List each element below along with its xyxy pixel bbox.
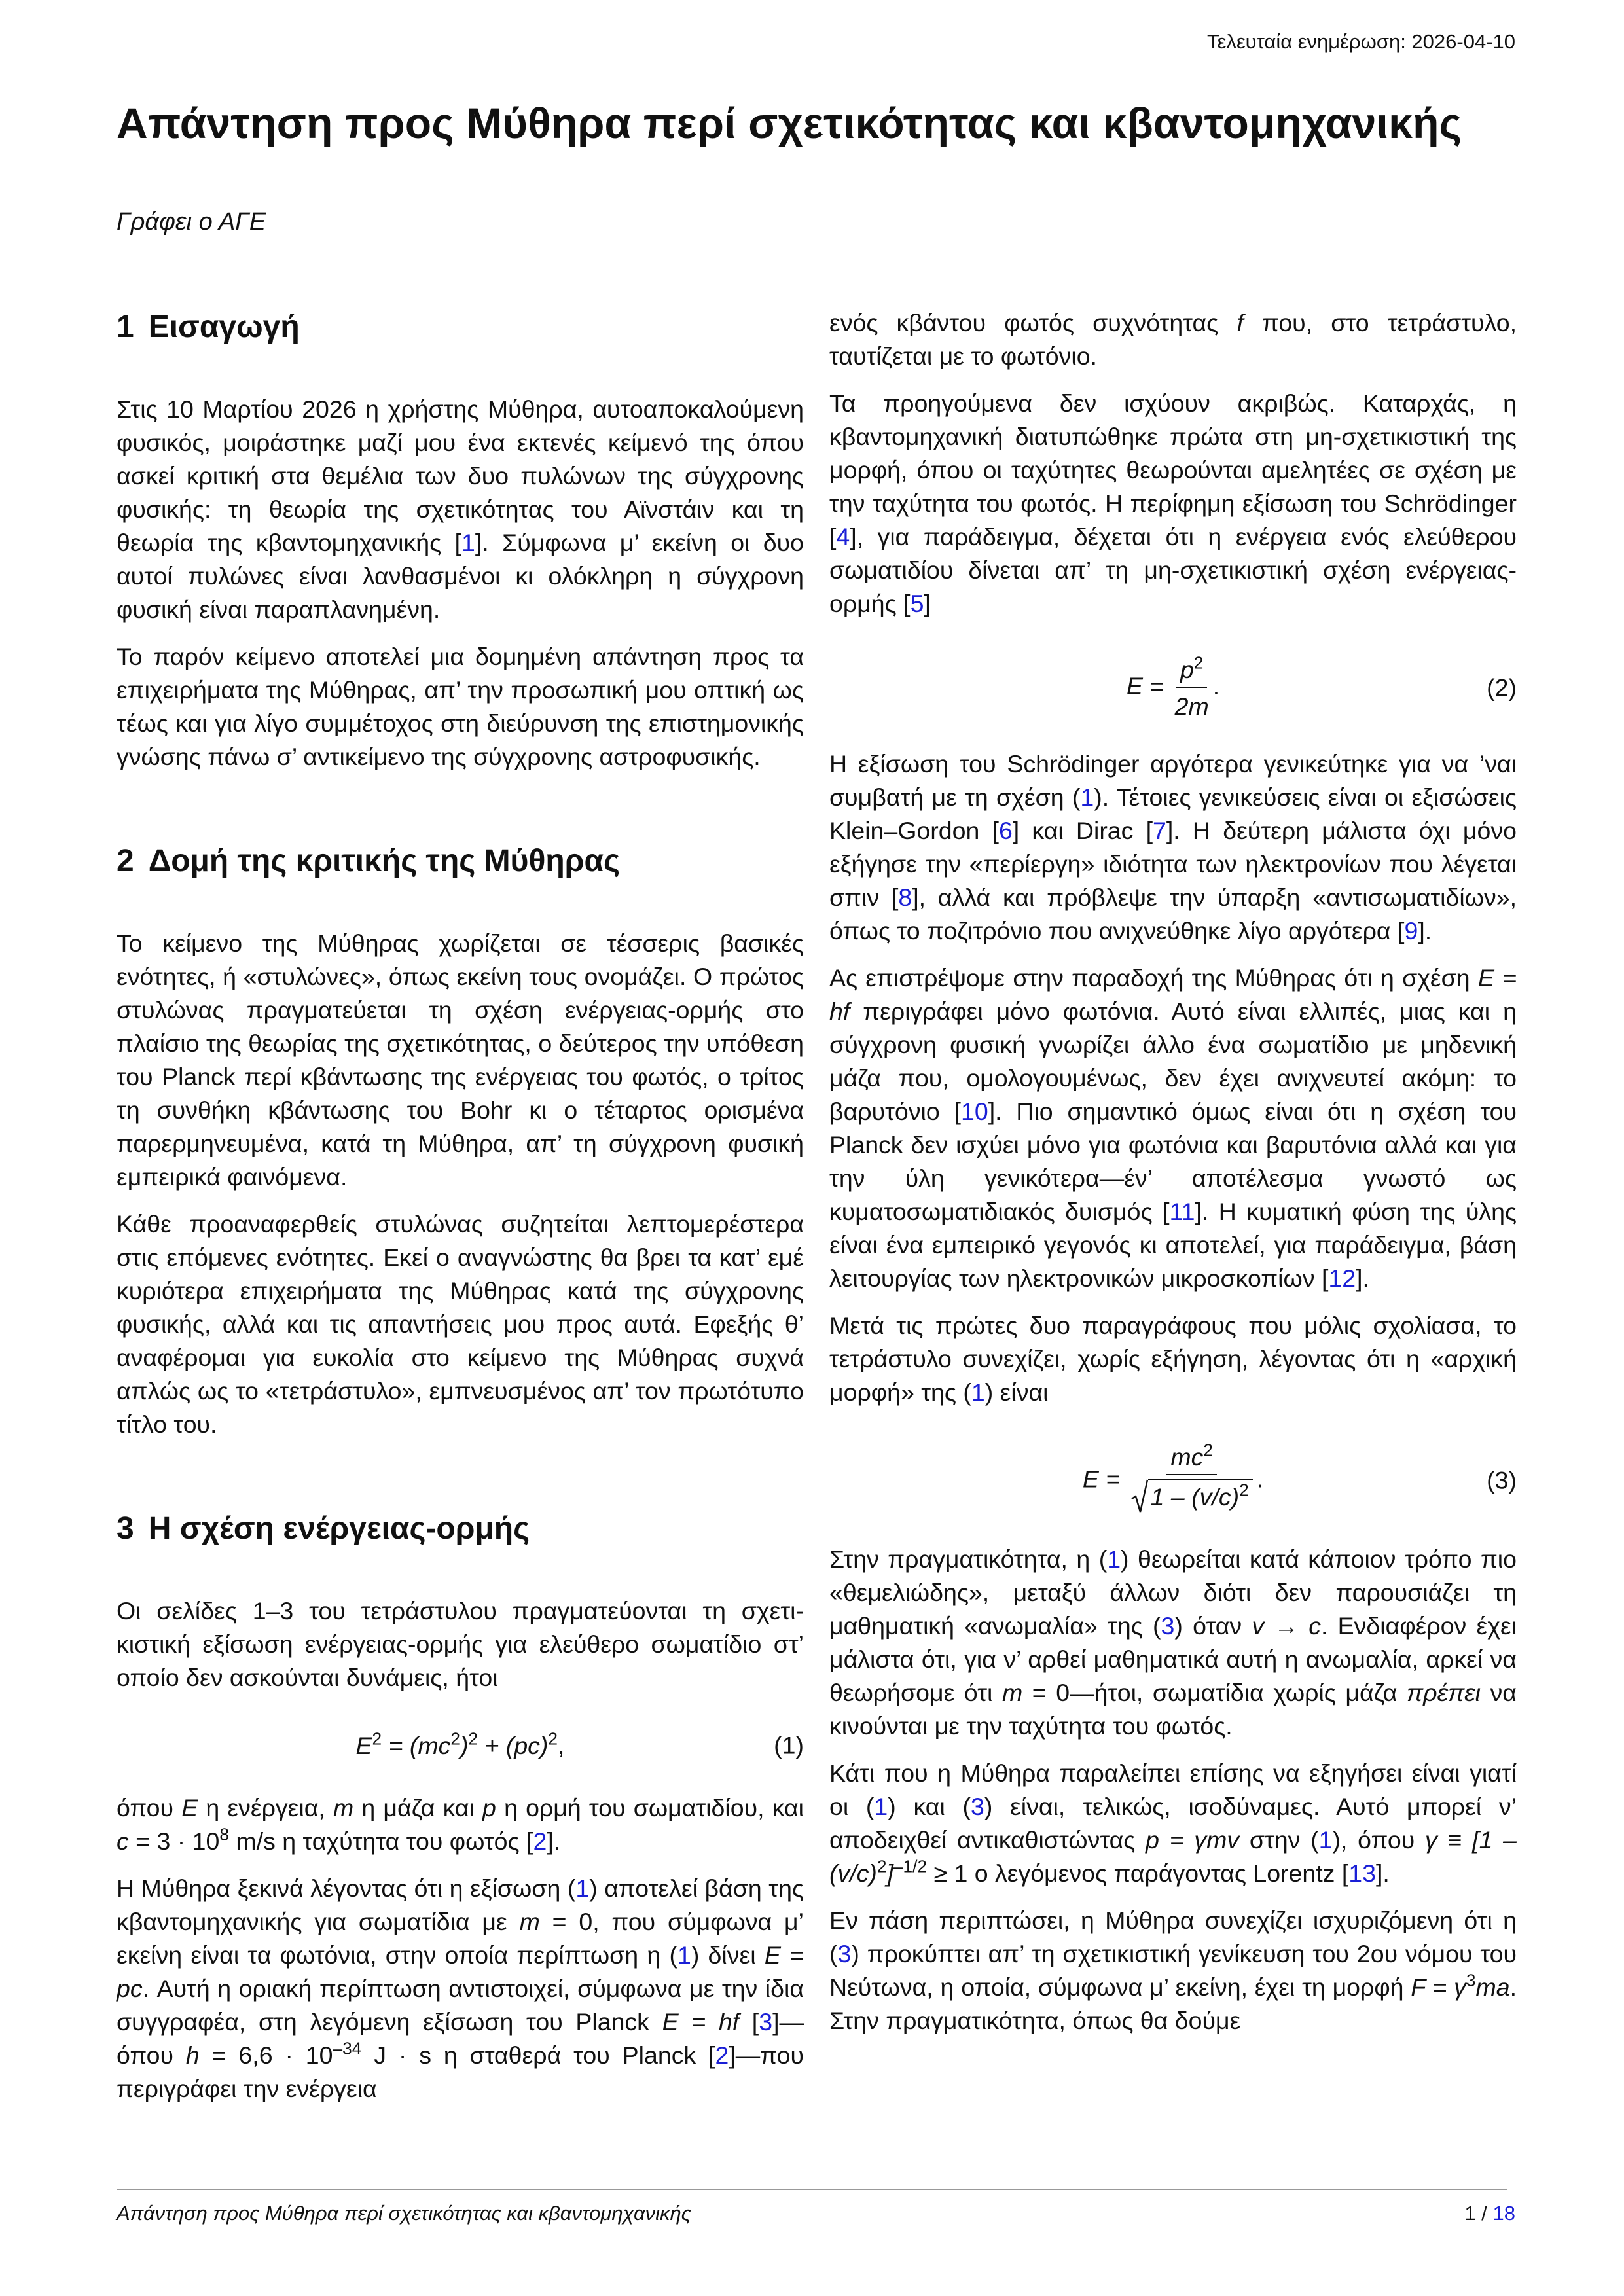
paragraph: ενός κβάντου φωτός συχνότητας f που, στο τετράστυλο, ταυτίζεται με το φωτόνιο. — [829, 309, 1517, 370]
citation-link[interactable]: 2 — [715, 2041, 729, 2069]
paragraph: όπου E η ενέργεια, m η μάζα και p η ορμή του σωματιδίου, και $c = 3 \cdot 10^8$ m/s η ταχύτητα του φωτός [2]. — [117, 1794, 804, 1855]
paragraph: Η Μύθηρα ξεκινά λέγοντας ότι η εξίσωση (1) αποτελεί βάση της κβαντομηχανικής για σωματίδια με m = 0, που σύμφωνα μ’ εκείνη είναι τα φωτόνια, στην οποία περίπτωση η (1) δίνει E = pc. Αυτή η οριακή περίπτωση αντιστοιχεί, σύμφωνα με την ίδια συγγραφέα, στη λεγόμενη εξίσωση του Planck E = hf [3]—όπου $h = 6,6 \cdot 10^{-34}$ J · s η σταθερά του Planck [2]—που περιγράφει την ενέργεια — [117, 1874, 804, 2102]
equation-2 — [829, 645, 1517, 730]
equation-link[interactable]: 1 — [1080, 783, 1094, 811]
paragraph: Εν πάση περιπτώσει, η Μύθηρα συνεχίζει ισχυριζόμενη ότι η (3) προκύπτει απ’ τη σχετικιστική γενίκευση του 2ου νόμου του Νεύτωνα, η οποία, σύμφωνα μ’ εκείνη, έχει τη μορφή $F = \gamma^3ma$. Στην πραγματικότητα, όπως θα δούμε — [829, 1907, 1517, 2034]
section-number: 3 — [117, 1511, 134, 1546]
paragraph: Κάτι που η Μύθηρα παραλείπει επίσης να εξηγήσει είναι γιατί οι (1) και (3) είναι, τελικώς, ισοδύναμες. Αυτό μπορεί ν’ αποδειχθεί αντικαθιστώντας p = γmv στην (1), όπου $\gamma \equiv [1 - (v/c)^2]^{-1/2} \ge 1$ ο λεγόμενος παράγοντας Lorentz [13]. — [829, 1759, 1517, 1887]
citation-link[interactable]: 3 — [759, 2008, 773, 2036]
equation-number: (2) — [1487, 673, 1517, 702]
section-number: 1 — [117, 310, 134, 344]
citation-link[interactable]: 2 — [533, 1827, 547, 1855]
equation-link[interactable]: 3 — [837, 1940, 852, 1967]
equation-number: (3) — [1487, 1466, 1517, 1494]
fraction: $\frac{mc^2}{1 - (v/c)^2}$ — [1131, 1443, 1253, 1519]
paragraph: Το παρόν κείμενο αποτελεί μια δομημένη απάντηση προς τα επιχειρήματα της Μύθηρας, απ’ την προσωπική μου οπτική ως τέως και για λίγο συμμέτοχος στη διεύρυνση της επιστημονικής γνώσης πάνω σ’ αντικείμενο της σύγχρονης αστροφυσικής. — [117, 643, 804, 770]
section-number: 2 — [117, 844, 134, 878]
paragraph: Το κείμενο της Μύθηρας χωρίζεται σε τέσσερις βασικές ενότητες, ή «στυλώνες», όπως εκείνη τους ονομάζει. Ο πρώτος στυλώνας πραγματεύεται τη σχέση ενέργειας-ορμής στο πλαίσιο της θεωρίας της σχετικότητας, ο δεύτερος την υπόθεση του Planck περί κβάντωσης της ενέργειας του φωτός, ο τρίτος τη συνθήκη κβάντωσης του Bohr κι ο τέταρτος ορισμένα παρερμηνευμένα, κατά τη Μύθηρα, απ’ τη σύγχρονη φυσική εμπειρικά φαινόμενα. — [117, 929, 804, 1191]
citation-link[interactable]: 7 — [1153, 817, 1166, 844]
paragraph: Στις 10 Μαρτίου 2026 η χρήστης Μύθηρα, αυτοαποκαλούμενη φυσικός, μοιράστηκε μαζί μου ένα εκτενές κείμενό της όπου ασκεί κριτική στα θεμέλια των δυο πυλώνων της σύγχρονης φυσικής: τη θεωρία της σχετικότητας του Αϊνστάιν και τη θεωρία της κβαντομηχανικής [1]. Σύμφωνα μ’ εκείνη οι δυο αυτοί πυλώνες είναι λανθασμένοι κι ολόκληρη η σύγχρονη φυσική είναι παραπλανημένη. — [117, 395, 804, 623]
equation-1 — [117, 1722, 804, 1769]
author-line: Γράφει ο ΑΓΕ — [117, 208, 266, 236]
citation-link[interactable]: 4 — [836, 523, 850, 550]
citation-link[interactable]: 11 — [1169, 1198, 1195, 1225]
last-updated: Τελευταία ενημέρωση: 2026-04-10 — [1206, 30, 1515, 53]
equation-body: E = $\frac{mc^2}{1 - (v/c)^2}$ . — [1083, 1443, 1263, 1519]
paragraph: Τα προηγούμενα δεν ισχύουν ακριβώς. Καταρχάς, η κβαντομηχανική διατυπώθηκε πρώτα στη μη-σχετικιστική της μορφή, όπου οι ταχύτητες θεωρούνται αμελητέες σε σχέση με την ταχύτητα του φωτός. Η περίφημη εξίσωση του Schrödinger [4], για παράδειγμα, δέχεται ότι η ενέργεια ενός ελεύθερου σωματιδίου δίνεται απ’ τη μη-σχετικιστική σχέση ενέργειας-ορμής [5] — [829, 389, 1517, 617]
citation-link[interactable]: 9 — [1404, 917, 1418, 944]
citation-link[interactable]: 5 — [910, 590, 924, 617]
paragraph: Η εξίσωση του Schrödinger αργότερα γενικεύτηκε για να ’ναι συμβατή με τη σχέση (1). Τέτοιες γενικεύσεις είναι οι εξισώσεις Klein–Gordon [6] και Dirac [7]. Η δεύτερη μάλιστα όχι μόνο εξήγησε την «περίεργη» ιδιότητα των ηλεκτρονίων που λέγεται σπιν [8], αλλά και πρόβλεψε την ύπαρξη «αντισωματιδίων», όπως το ποζιτρόνιο που ανιχνεύθηκε λίγο αργότερα [9]. — [829, 750, 1517, 944]
section-title: Δομή της κριτικής της Μύθηρας — [148, 844, 620, 878]
paragraph: Κάθε προαναφερθείς στυλώνας συζητείται λεπτομερέστερα στις επόμενες ενότητες. Εκεί ο αναγνώστης θα βρει τα κατ’ εμέ κυριότερα επιχειρήματα της Μύθηρας κατά της σύγχρονης φυσικής, αλλά και τις απαντήσεις μου προς αυτά. Εφεξής θ’ αναφέρομαι για ευκολία στο κείμενο της Μύθηρας συχνά απλώς ως το «τετράστυλο», εμπνευσμένος απ’ τον πρωτότυπο τίτλο του. — [117, 1210, 804, 1438]
equation-link[interactable]: 1 — [1318, 1826, 1333, 1854]
citation-link[interactable]: 12 — [1328, 1265, 1356, 1292]
footer-divider — [117, 2189, 1507, 2190]
equation-link[interactable]: 1 — [971, 1378, 985, 1406]
equation-link[interactable]: 1 — [874, 1793, 888, 1820]
citation-link[interactable]: 10 — [960, 1098, 988, 1125]
paragraph: Στην πραγματικότητα, η (1) θεωρείται κατά κάποιον τρόπο πιο «θεμελιώδης», μεταξύ άλλων διότι δεν παρουσιάζει τη μαθηματική «ανωμαλία» της (3) όταν v → c. Ενδιαφέρον έχει μάλιστα ότι, για ν’ αρθεί μαθηματικά αυτή η ανωμαλία, αρκεί να θεωρήσομε ότι m = 0—ήτοι, σωματίδια χωρίς μάζα πρέπει να κινούνται με την ταχύτητα του φωτός. — [829, 1545, 1517, 1740]
page-total-link[interactable]: 18 — [1492, 2202, 1515, 2225]
section-heading-introduction — [117, 308, 804, 347]
equation-3 — [829, 1431, 1517, 1530]
equation-link[interactable]: 1 — [677, 1941, 691, 1969]
section-heading-critique-structure — [117, 842, 804, 881]
citation-link[interactable]: 1 — [461, 529, 475, 556]
paragraph: Οι σελίδες 1–3 του τετράστυλου πραγματεύονται τη σχετικιστική εξίσωση ενέργειας-ορμής για ελεύθερο σωματίδιο στ’ οποίο δεν ασκούνται δυνάμεις, ήτοι — [117, 1597, 804, 1691]
paragraph: Μετά τις πρώτες δυο παραγράφους που μόλις σχολίασα, το τετράστυλο συνεχίζει, χωρίς εξήγηση, λέγοντας ότι η «αρχική μορφή» της (1) είναι — [829, 1312, 1517, 1406]
footer-title: Απάντηση προς Μύθηρα περί σχετικότητας και κβαντομηχανικής — [117, 2202, 691, 2225]
left-column — [117, 295, 804, 2119]
citation-link[interactable]: 6 — [998, 817, 1013, 844]
equation-number: (1) — [774, 1731, 804, 1759]
page-number: 1 / 18 — [1464, 2202, 1515, 2225]
equation-body: E = $\frac{p^2}{2m}$ . — [1126, 653, 1220, 720]
fraction: $\frac{p^2}{2m}$ — [1174, 653, 1209, 720]
right-column — [829, 306, 1517, 2051]
square-root: $1 - (v/c)^2$ — [1131, 1479, 1253, 1513]
section-title: Εισαγωγή — [148, 310, 300, 344]
section-title: Η σχέση ενέργειας-ορμής — [148, 1511, 530, 1546]
citation-link[interactable]: 13 — [1348, 1859, 1376, 1887]
equation-link[interactable]: 1 — [575, 1874, 590, 1902]
paragraph: Ας επιστρέψομε στην παραδοχή της Μύθηρας ότι η σχέση E = hf περιγράφει μόνο φωτόνια. Αυτό είναι ελλιπές, μιας και η σύγχρονη φυσική γνωρίζει άλλο ένα σωματίδιο με μηδενική μάζα που, ομολογουμένως, δεν έχει ανιχνευτεί ακόμη: το βαρυτόνιο [10]. Πιο σημαντικό όμως είναι ότι η σχέση του Planck δεν ισχύει μόνο για φωτόνια και βαρυτόνια αλλά και για την ύλη γενικότερα—έν’ αποτέλεσμα γνωστό ως κυματοσωματιδιακός δυισμός [11]. Η κυματική φύση της ύλης είναι ένα εμπειρικό γεγονός κι αποτελεί, για παράδειγμα, βάση λειτουργίας των ηλεκτρονικών μικροσκοπίων [12]. — [829, 964, 1517, 1292]
equation-link[interactable]: 3 — [1161, 1612, 1175, 1640]
citation-link[interactable]: 8 — [898, 884, 912, 911]
page-title: Απάντηση προς Μύθηρα περί σχετικότητας και κβαντομηχανικής — [117, 99, 1462, 147]
equation-body: $E^2 = (mc^2)^2 + (pc)^2$, — [355, 1729, 565, 1759]
equation-link[interactable]: 1 — [1107, 1545, 1121, 1573]
section-heading-energy-momentum — [117, 1509, 804, 1549]
equation-link[interactable]: 3 — [971, 1793, 984, 1820]
